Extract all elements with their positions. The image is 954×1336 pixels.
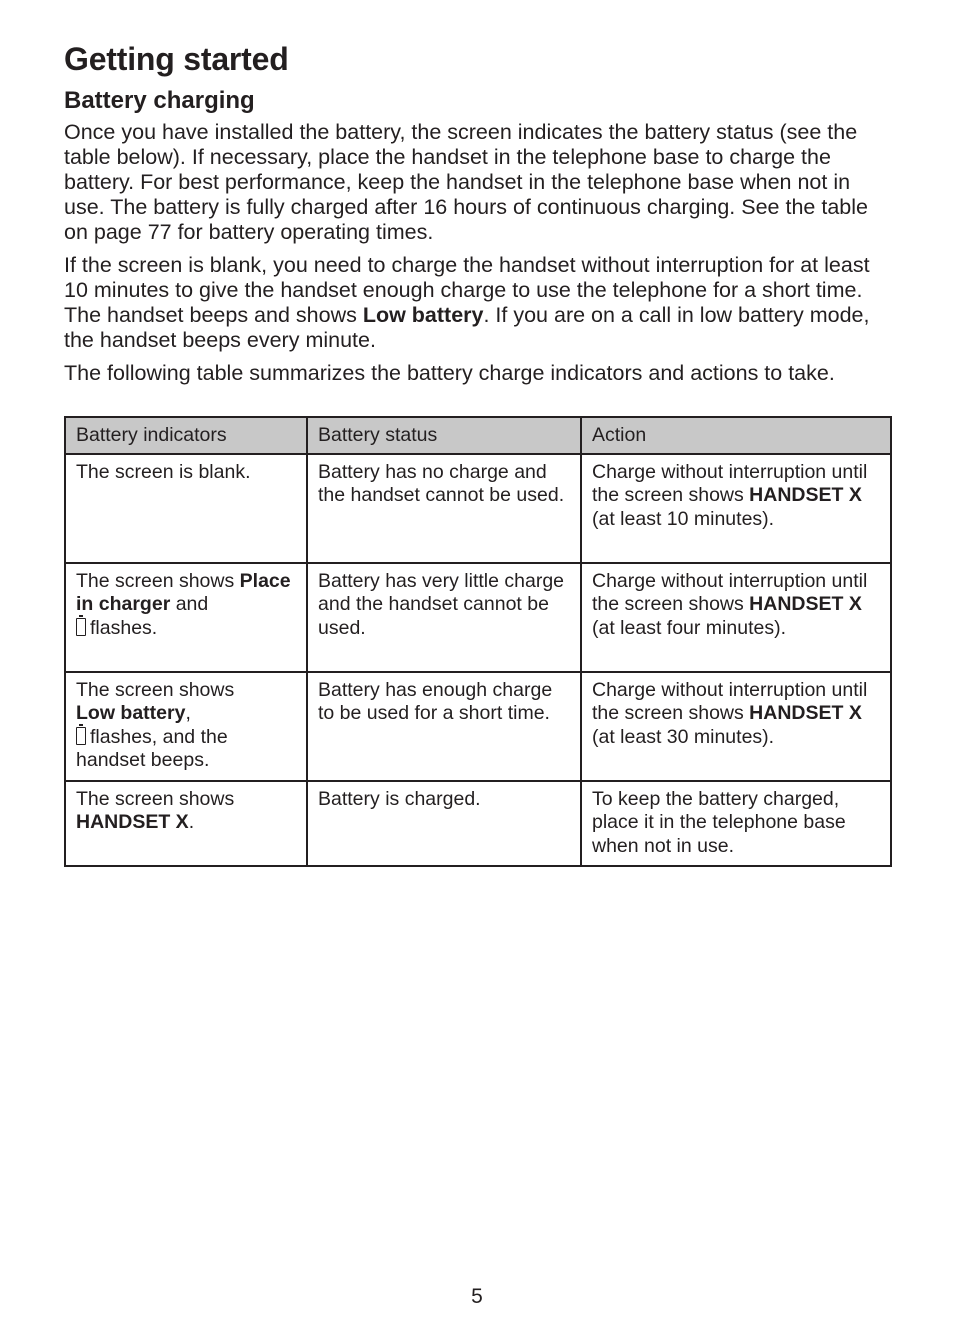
status-cell: Battery has no charge and the handset cannot be used.: [307, 454, 581, 563]
paragraph-text: If the screen is blank, you need to charge the handset without interruption for at least 10 minutes to give the handset enough charge to use the telephone for a short time. The handset beeps and shows: [64, 253, 870, 327]
place-in-charger-label: Place in charger: [76, 569, 291, 615]
cell-text: The screen is blank.: [76, 460, 251, 483]
paragraph-table-intro: The following table summarizes the battery charge indicators and actions to take.: [64, 361, 835, 385]
cell-text: (at least 30 minutes).: [592, 725, 775, 748]
indicator-cell: [65, 781, 307, 867]
indicator-cell: [65, 563, 307, 672]
page-title: Getting started: [64, 41, 289, 77]
cell-text: The screen shows: [76, 787, 235, 810]
indicator-cell: [65, 454, 307, 563]
handset-label: HANDSET X: [749, 702, 862, 724]
low-battery-label: Low battery: [76, 702, 186, 724]
cell-text: flashes, and the handset beeps.: [76, 725, 228, 771]
column-header-indicators: Battery indicators: [65, 417, 307, 454]
indicator-cell: [65, 672, 307, 781]
table-row: [65, 672, 891, 781]
cell-text: (at least four minutes).: [592, 616, 786, 639]
table-row: [65, 454, 891, 563]
column-header-action: Action: [581, 417, 891, 454]
battery-icon: [76, 618, 86, 636]
cell-text: Charge without interruption until the screen shows: [592, 678, 868, 724]
table-row: [65, 563, 891, 672]
cell-text: Charge without interruption until the screen shows: [592, 460, 868, 506]
action-cell: [581, 672, 891, 781]
cell-text: The screen shows: [76, 569, 240, 592]
handset-label: HANDSET X: [749, 593, 862, 615]
battery-icon: [76, 727, 86, 745]
paragraph-text: . If you are on a call in low battery mode, the handset beeps every minute.: [64, 303, 870, 352]
handset-label: HANDSET X: [76, 811, 189, 833]
cell-text: flashes.: [90, 616, 158, 639]
action-cell: [581, 563, 891, 672]
paragraph-intro: Once you have installed the battery, the screen indicates the battery status (see the table below). If necessary, place the handset in the telephone base to charge the battery. For best performance, keep the handset in the telephone base when not in use. The battery is fully charged after 16 hours of continuous charging. See the table on page 77 for battery operating times.: [64, 120, 868, 244]
action-cell: [581, 454, 891, 563]
cell-text: ,: [185, 702, 191, 724]
status-cell: Battery has enough charge to be used for a short time.: [307, 672, 581, 781]
battery-indicator-table: [64, 416, 892, 867]
handset-label: HANDSET X: [749, 484, 862, 506]
table-header-row: [65, 417, 891, 454]
cell-text: (at least 10 minutes).: [592, 507, 775, 530]
low-battery-term: Low battery: [362, 303, 484, 327]
status-cell: Battery is charged.: [307, 781, 581, 867]
table-row: [65, 781, 891, 867]
cell-text: and: [170, 593, 209, 615]
status-cell: Battery has very little charge and the handset cannot be used.: [307, 563, 581, 672]
cell-text: The screen shows: [76, 678, 235, 701]
page-content: [64, 40, 894, 867]
paragraph-blank-screen: [64, 253, 894, 353]
page-number: 5: [471, 1285, 483, 1308]
cell-text: .: [188, 811, 195, 833]
section-heading: Battery charging: [64, 87, 255, 114]
cell-text: Charge without interruption until the screen shows: [592, 569, 868, 615]
column-header-status: Battery status: [307, 417, 581, 454]
action-cell: To keep the battery charged, place it in the telephone base when not in use.: [581, 781, 891, 867]
